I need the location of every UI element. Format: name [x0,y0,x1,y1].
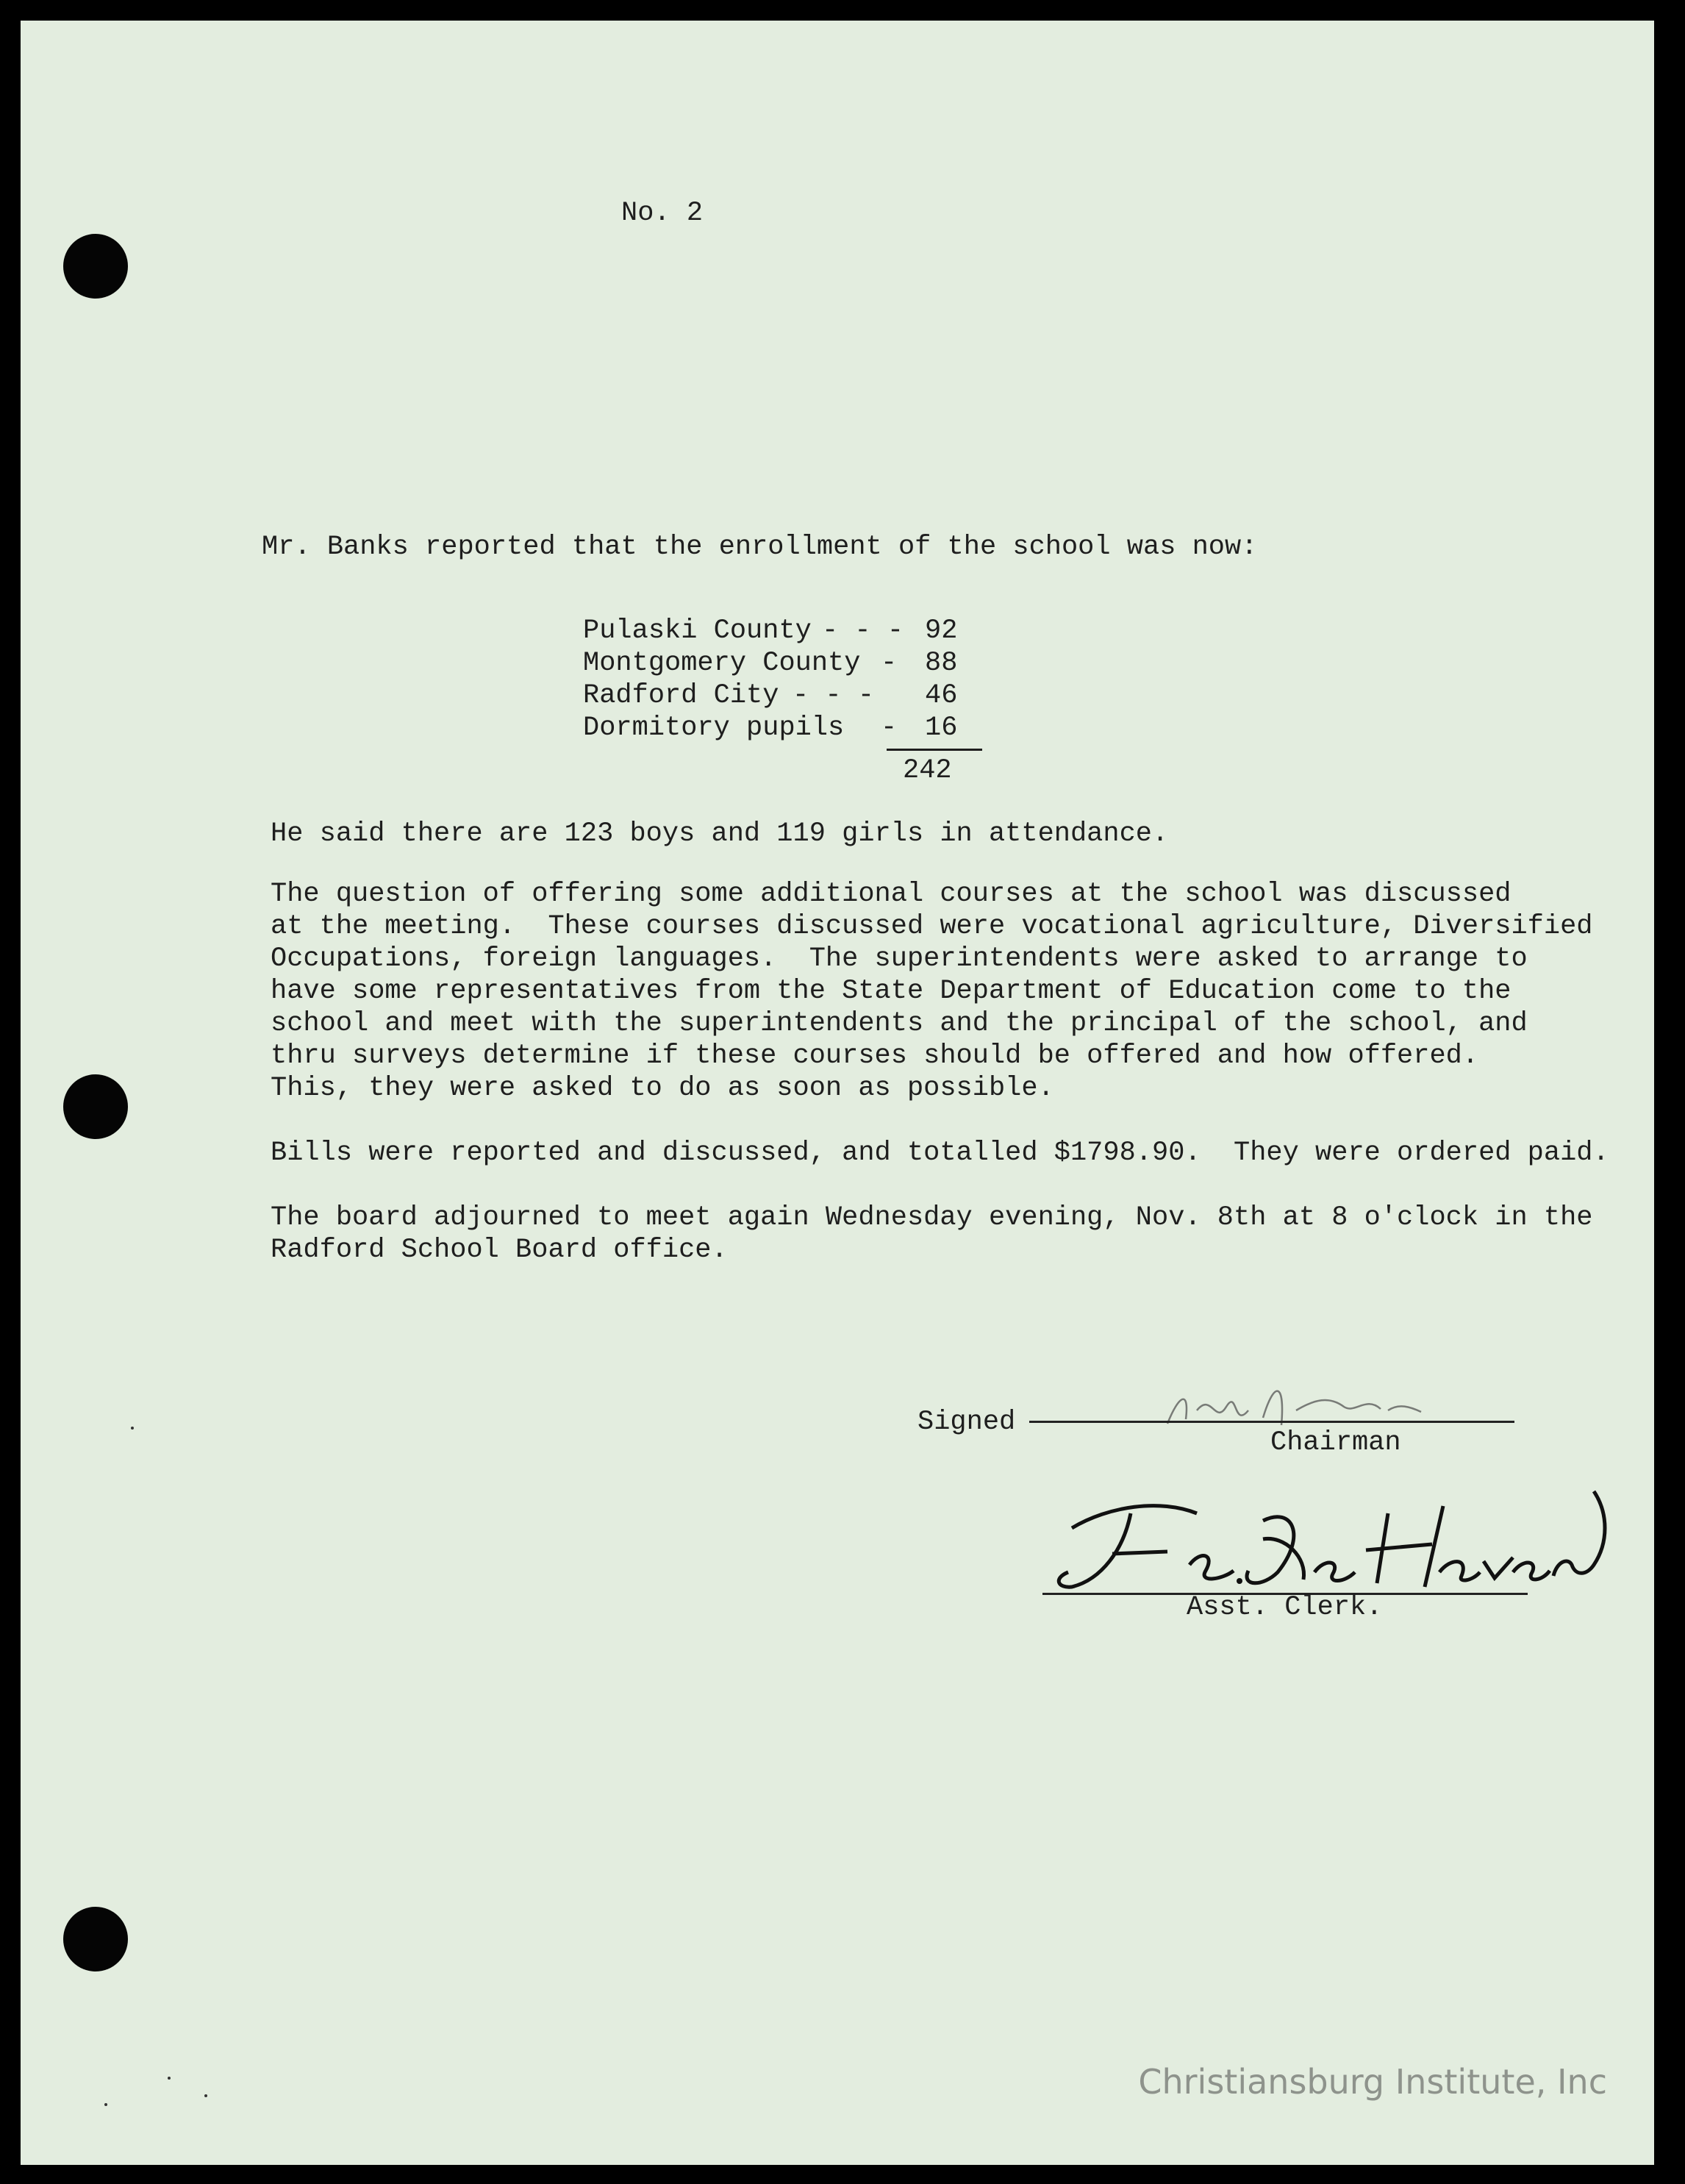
bills-paragraph: Bills were reported and discussed, and totalled $1798.90. They were ordered paid. [271,1138,1609,1168]
binder-hole-middle [63,1074,128,1139]
enrollment-label: Pulaski County [583,615,812,646]
enrollment-dashes: - - - [793,680,875,711]
enrollment-row [583,712,969,744]
signed-label: Signed [917,1407,1016,1438]
enrollment-total: 242 [903,755,952,786]
enrollment-value: 16 [925,713,958,743]
enrollment-dashes: - [881,713,898,743]
watermark: Christiansburg Institute, Inc [1138,2062,1607,2102]
enrollment-row [583,679,969,712]
clerk-signature [1042,1484,1616,1609]
speck [204,2094,207,2097]
binder-hole-bottom [63,1907,128,1971]
enrollment-dashes: - - - [822,615,904,646]
speck [131,1427,134,1430]
chairman-label: Chairman [1270,1427,1401,1458]
enrollment-row [583,647,969,679]
document-page [21,21,1654,2165]
enrollment-label: Montgomery County [583,648,861,679]
enrollment-intro: Mr. Banks reported that the enrollment of the school was now: [262,532,1258,563]
speck [168,2077,171,2080]
enrollment-table [583,615,969,744]
enrollment-label: Radford City [583,680,779,711]
enrollment-row [583,615,969,647]
page-number: No. 2 [621,198,704,229]
binder-hole-top [63,234,128,299]
attendance-paragraph: He said there are 123 boys and 119 girls in attendance. [271,818,1169,849]
speck [104,2103,107,2106]
enrollment-dashes: - [881,648,898,679]
enrollment-value: 46 [925,680,958,711]
clerk-label: Asst. Clerk. [1187,1592,1383,1623]
adjourn-paragraph: The board adjourned to meet again Wednesday evening, Nov. 8th at 8 o'clock in the Radford School Board office. [271,1202,1593,1266]
sum-rule [887,749,982,751]
enrollment-label: Dormitory pupils [583,713,845,743]
chairman-signature-line [1029,1421,1514,1423]
courses-paragraph: The question of offering some additional courses at the school was discussed at the meeting. These courses discussed were vocational agriculture, Diversified Occupations, foreign languages. The superintendents were asked to arrange to have some representatives from the State Department of Education come to the school and meet with the superintendents and the principal of the school, and thru surveys determine if these courses should be offered and how offered. This, they were asked to do as soon as possible. [271,879,1593,1104]
enrollment-value: 88 [925,648,958,679]
enrollment-value: 92 [925,615,958,646]
